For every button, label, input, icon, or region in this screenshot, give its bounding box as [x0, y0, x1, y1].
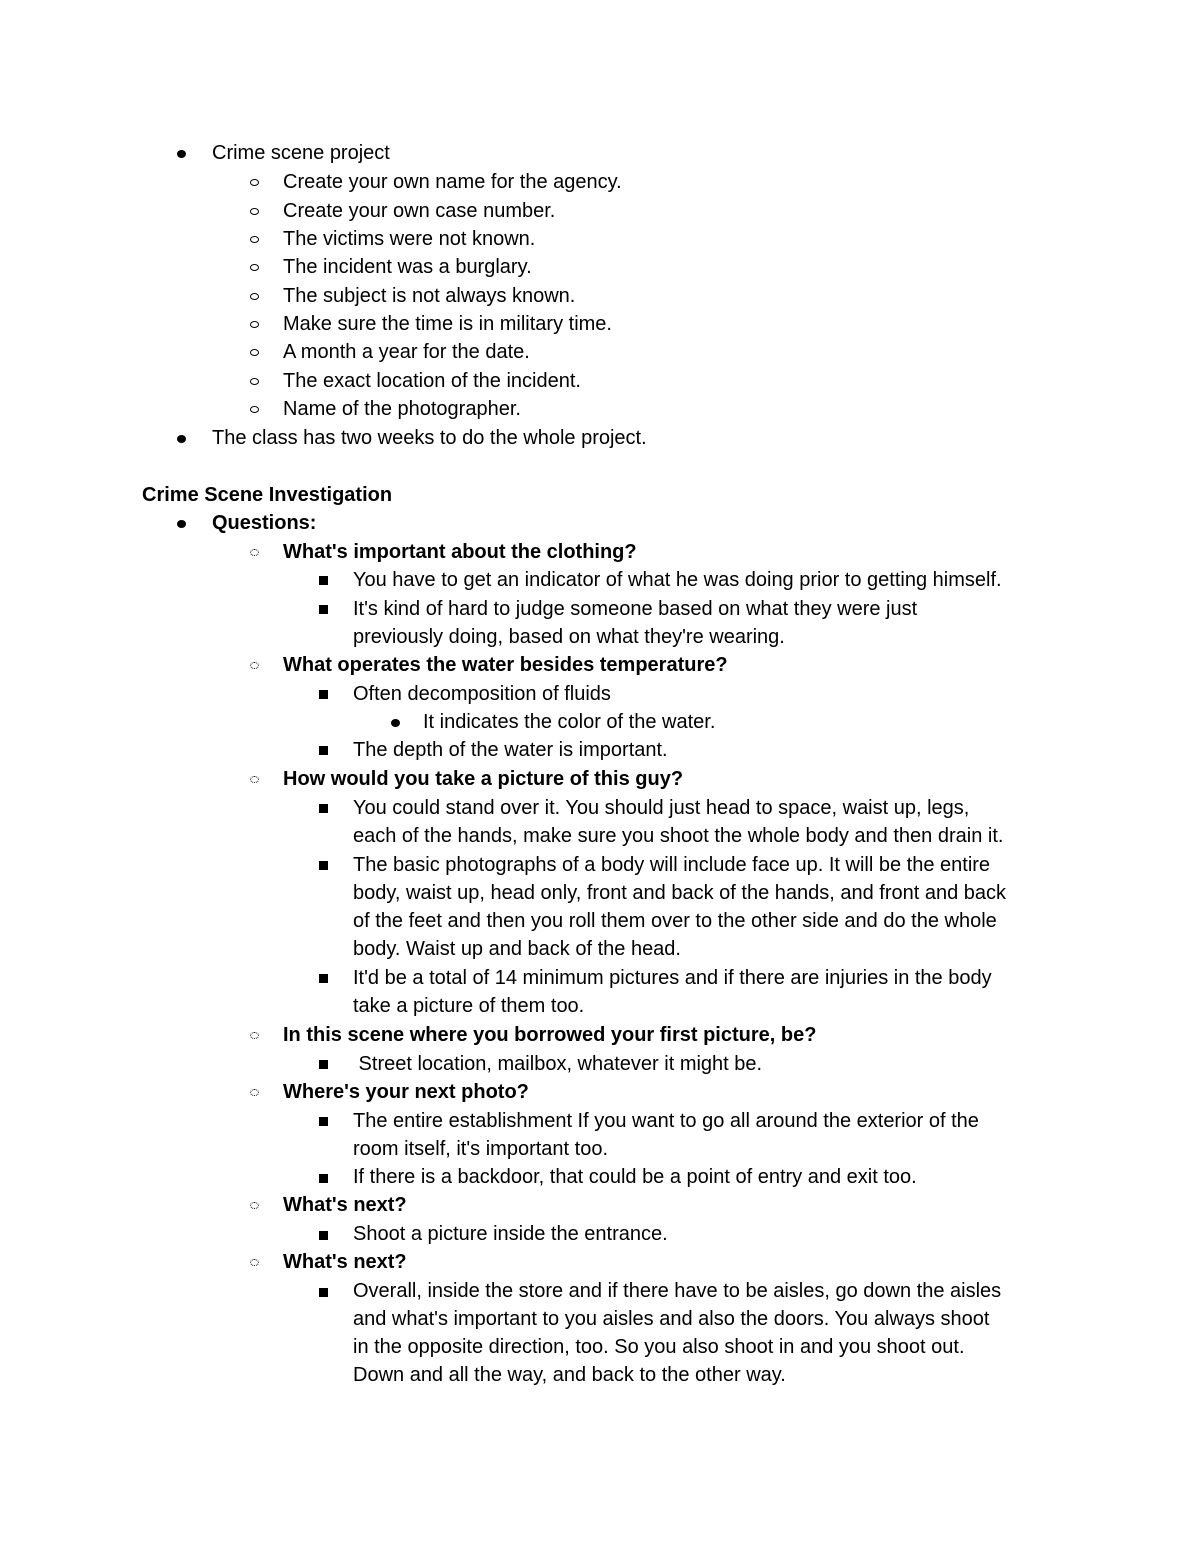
- bullet-square-icon: [319, 1060, 328, 1069]
- question: What operates the water besides temperature?: [283, 654, 728, 676]
- list-item: Make sure the time is in military time.: [283, 313, 612, 335]
- list-item: The subject is not always known.: [283, 285, 576, 307]
- answer-line: body, waist up, head only, front and back of the hands, and front and back: [353, 882, 1007, 904]
- answer-line: Street location, mailbox, whatever it might be.: [353, 1053, 763, 1075]
- question: What's important about the clothing?: [283, 541, 637, 563]
- answer-line: Often decomposition of fluids: [353, 683, 611, 705]
- list-item: A month a year for the date.: [283, 341, 530, 363]
- bullet-square-icon: [319, 690, 328, 699]
- answer-line: It's kind of hard to judge someone based on what they were just: [353, 598, 918, 620]
- list-item: Name of the photographer.: [283, 398, 521, 420]
- section-heading: Crime Scene Investigation: [142, 484, 393, 506]
- bullet-square-icon: [319, 1117, 328, 1126]
- bullet-square-icon: [319, 1231, 328, 1240]
- answer-line: Down and all the way, and back to the other way.: [353, 1364, 786, 1386]
- bullet-circle-icon: [250, 179, 259, 186]
- list-item: Create your own name for the agency.: [283, 171, 622, 193]
- question: Where's your next photo?: [283, 1081, 529, 1103]
- answer-subline: It indicates the color of the water.: [423, 711, 716, 733]
- answer-line: and what's important to you aisles and also the doors. You always shoot: [353, 1308, 990, 1330]
- answer-line: You have to get an indicator of what he was doing prior to getting himself.: [353, 569, 1002, 591]
- list-item: The incident was a burglary.: [283, 256, 532, 278]
- questions-label: Questions:: [212, 512, 317, 534]
- bullet-square-icon: [319, 804, 328, 813]
- question: What's next?: [283, 1194, 407, 1216]
- answer-line: of the feet and then you roll them over to the other side and do the whole: [353, 910, 997, 932]
- bullet-dotted-circle-icon: [250, 1089, 259, 1096]
- bullet-circle-icon: [250, 293, 259, 300]
- list-item: The victims were not known.: [283, 228, 536, 250]
- bullet-square-icon: [319, 1288, 328, 1297]
- answer-line: The entire establishment If you want to go all around the exterior of the: [353, 1110, 979, 1132]
- answer-line: body. Waist up and back of the head.: [353, 938, 681, 960]
- answer-line: The basic photographs of a body will include face up. It will be the entire: [353, 854, 991, 876]
- bullet-square-icon: [319, 1174, 328, 1183]
- answer-line: You could stand over it. You should just head to space, waist up, legs,: [353, 797, 970, 819]
- bullet-dotted-circle-icon: [250, 1202, 259, 1209]
- bullet-disc-icon: [177, 150, 186, 158]
- answer-line: It'd be a total of 14 minimum pictures and if there are injuries in the body: [353, 967, 992, 989]
- answer-line: Shoot a picture inside the entrance.: [353, 1223, 668, 1245]
- bullet-square-icon: [319, 861, 328, 870]
- bullet-circle-icon: [250, 208, 259, 215]
- question: What's next?: [283, 1251, 407, 1273]
- bullet-circle-icon: [250, 321, 259, 328]
- question: In this scene where you borrowed your first picture, be?: [283, 1024, 817, 1046]
- list-item-footer: The class has two weeks to do the whole project.: [212, 427, 647, 449]
- bullet-dotted-circle-icon: [250, 1259, 259, 1266]
- answer-line: each of the hands, make sure you shoot the whole body and then drain it.: [353, 825, 1004, 847]
- bullet-circle-icon: [250, 264, 259, 271]
- answer-line: Overall, inside the store and if there have to be aisles, go down the aisles: [353, 1280, 1002, 1302]
- bullet-circle-icon: [250, 236, 259, 243]
- bullet-disc-icon: [177, 435, 186, 443]
- answer-line: The depth of the water is important.: [353, 739, 668, 761]
- bullet-dotted-circle-icon: [250, 776, 259, 783]
- bullet-disc-icon: [391, 719, 400, 727]
- bullet-circle-icon: [250, 406, 259, 413]
- answer-line: room itself, it's important too.: [353, 1138, 609, 1160]
- bullet-circle-icon: [250, 378, 259, 385]
- answer-line: in the opposite direction, too. So you also shoot in and you shoot out.: [353, 1336, 965, 1358]
- answer-line: previously doing, based on what they're wearing.: [353, 626, 785, 648]
- bullet-square-icon: [319, 605, 328, 614]
- question: How would you take a picture of this guy?: [283, 768, 684, 790]
- bullet-square-icon: [319, 974, 328, 983]
- bullet-square-icon: [319, 576, 328, 585]
- list-item: The exact location of the incident.: [283, 370, 581, 392]
- list-item: Create your own case number.: [283, 200, 556, 222]
- list-item-title: Crime scene project: [212, 142, 390, 164]
- bullet-dotted-circle-icon: [250, 1032, 259, 1039]
- bullet-dotted-circle-icon: [250, 662, 259, 669]
- bullet-circle-icon: [250, 349, 259, 356]
- bullet-dotted-circle-icon: [250, 549, 259, 556]
- bullet-disc-icon: [177, 520, 186, 528]
- bullet-square-icon: [319, 746, 328, 755]
- answer-line: If there is a backdoor, that could be a point of entry and exit too.: [353, 1166, 917, 1188]
- answer-line: take a picture of them too.: [353, 995, 585, 1017]
